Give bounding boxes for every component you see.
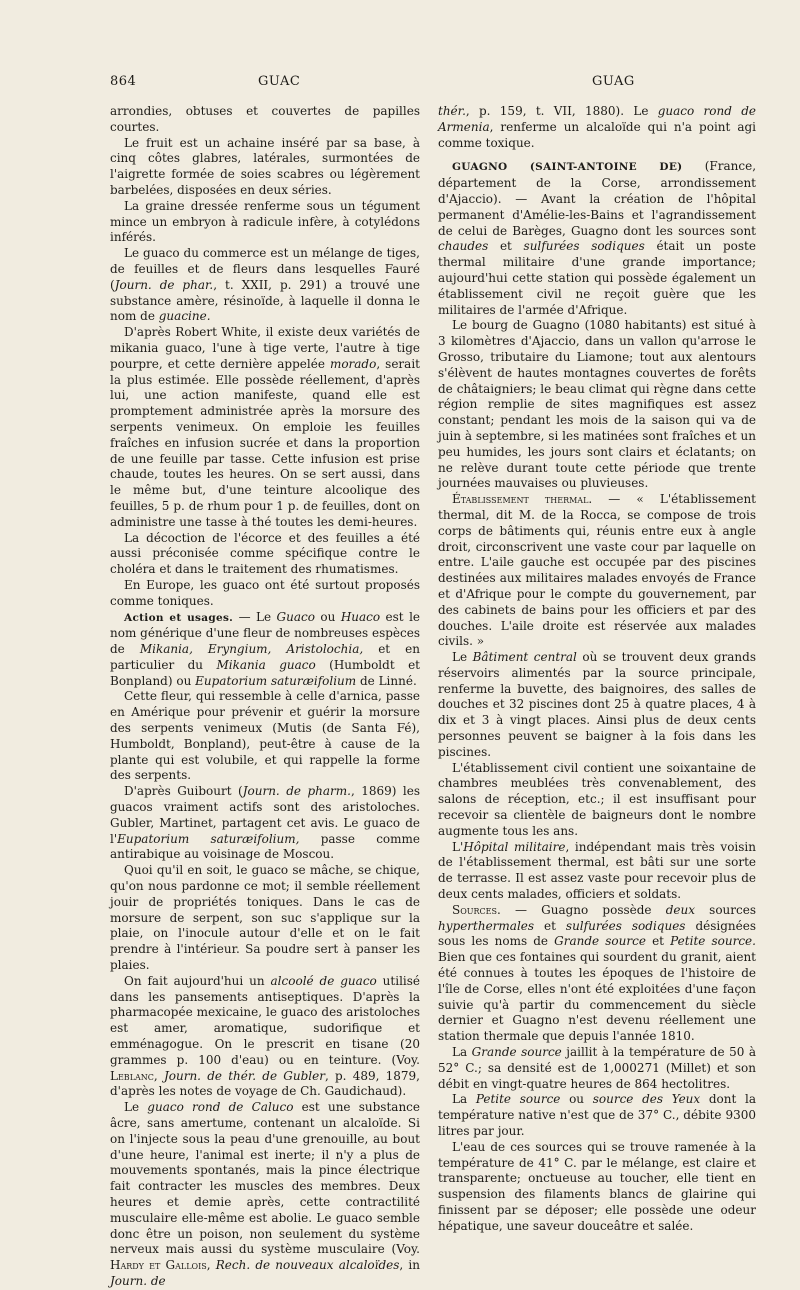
paragraph: D'après Guibourt (Journ. de pharm., 1869) les guacos vraiment actifs sont des aristoloches. Gubler, Martinet, partagent cet avis. Le guaco de l'Eupatorium saturæifolium, passe comme antirabique au voisinage de Moscou. bbox=[110, 784, 421, 862]
paragraph: Le bourg de Guagno (1080 habitants) est situé à 3 kilomètres d'Ajaccio, dans un vallon qu'arrose le Grosso, tributaire du Liamone; tout aux alentours s'élèvent de hautes montagnes couvertes de forêts de châtaigniers; le beau climat qui règne dans cette région remplie de sites magnifiques est assez constant; pendant les mois de la saison qui va de juin à septembre, si les matinées sont fraîches et un peu humides, les jours sont clairs et éclatants; on ne relève durant toute cette période que trente journées mauvaises ou pluvieuses. bbox=[438, 318, 756, 491]
section-heading: Établissement thermal. bbox=[452, 492, 593, 507]
right-column bbox=[438, 104, 756, 1235]
paragraph: En Europe, les guaco ont été surtout proposés comme toniques. bbox=[110, 577, 420, 608]
paragraph: Quoi qu'il en soit, le guaco se mâche, se chique, qu'on nous pardonne ce mot; il semble réellement jouir de propriétés toniques. Dans le cas de morsure de serpent, son suc s'applique sur la plaie, on l'inocule autour d'elle et on le fait prendre à l'intérieur. Sa poudre sert à panser les plaies. bbox=[110, 863, 420, 973]
section-heading: Sources. bbox=[452, 902, 501, 917]
paragraph: D'après Robert White, il existe deux variétés de mikania guaco, l'une à tige verte, l'autre à tige pourpre, et cette dernière appelée morado, serait la plus estimée. Elle possède réellement, d'après lui, une action manifeste, quand elle est promptement administrée après la morsure des serpents venimeux. On emploie les feuilles fraîches en infusion sucrée et dans la proportion de une feuille par tasse. Cette infusion est prise chaude, toutes les heures. On se sert aussi, dans le même but, d'une teinture alcoolique des feuilles, 5 p. de rhum pour 1 p. de feuilles, dont on administre une tasse à thé toutes les demi-heures. bbox=[110, 325, 420, 529]
paragraph: Le guaco du commerce est un mélange de tiges, de feuilles et de fleurs dans lesquelles Fauré (Journ. de phar., t. XXII, p. 291) a trouvé une substance amère, résinoïde, à laquelle il donna le nom de guacine. bbox=[110, 246, 420, 324]
section-paragraph-action-usages: Action et usages. — Le Guaco ou Huaco est le nom générique d'une fleur de nombreuses espèces de Mikania, Eryngium, Aristolochia, et en particulier du Mikania guaco (Humboldt et Bonpland) ou Eupatorium saturæifolium de Linné. bbox=[110, 609, 421, 688]
paragraph: La Petite source ou source des Yeux dont la température native n'est que de 37° C., débite 9300 litres par jour. bbox=[438, 1092, 757, 1138]
paragraph: Le fruit est un achaine inséré par sa base, à cinq côtes glabres, latérales, surmontées de l'aigrette formée de soies scabres ou légèrement barbelées, disposées en deux séries. bbox=[110, 135, 420, 197]
entry-heading: GUAGNO (SAINT-ANTOINE DE) bbox=[452, 161, 683, 174]
running-header bbox=[110, 74, 770, 94]
paragraph: Sources. — Guagno possède deux sources hyperthermales et sulfurées sodiques désignées sous les noms de Grande source et Petite source. Bien que ces fontaines qui sourdent du granit, aient été connues à toutes les époques de l'histoire de l'île de Corse, elles n'ont été exploitées d'une façon suivie qu'à partir du commencement du siècle dernier et Guagno n'est devenu réellement une station thermale que depuis l'année 1810. bbox=[438, 902, 756, 1044]
left-running-title: GUAC bbox=[258, 74, 301, 89]
paragraph: La graine dressée renferme sous un tégument mince un embryon à radicule infère, à cotylédons inférés. bbox=[110, 198, 420, 245]
paragraph: L'Hôpital militaire, indépendant mais très voisin de l'établissement thermal, est bâti sur une sorte de terrasse. Il est assez vaste pour recevoir plus de deux cents malades, officiers et soldats. bbox=[438, 839, 756, 902]
paragraph: L'eau de ces sources qui se trouve ramenée à la température de 41° C. par le mélange, est claire et transparente; onctueuse au toucher, elle tient en suspension des filaments blancs de glairine qui finissent par se déposer; elle possède une odeur hépatique, une saveur douceâtre et salée. bbox=[438, 1139, 756, 1233]
paragraph: Le Bâtiment central où se trouvent deux grands réservoirs alimentés par la source principale, renferme la buvette, des baignoires, des salles de douches et 32 piscines dont 25 à quatre places, 4 à dix et 3 à vingt places. Ainsi plus de deux cents personnes peuvent se baigner à la fois dans les piscines. bbox=[438, 650, 756, 759]
right-running-title: GUAG bbox=[592, 74, 635, 89]
paragraph: Cette fleur, qui ressemble à celle d'arnica, passe en Amérique pour prévenir et guérir la morsure des serpents venimeux (Mutis (de Santa Fé), Humboldt, Bonpland), peut-être à cause de la plante qui est volubile, et qui rappelle la forme des serpents. bbox=[110, 689, 420, 783]
paragraph: Le guaco rond de Caluco est une substance âcre, sans amertume, contenant un alcaloïde. Si on l'injecte sous la peau d'une grenouille, au bout d'une heure, l'animal est inerte; il n'y a plus de mouvements spontanés, mais la pince électrique fait contracter les muscles des membres. Deux heures et demie après, cette contractilité musculaire elle-même est abolie. Le guaco semble donc être un poison, non seulement du système nerveux mais aussi du système musculaire (Voy. Hardy et Gallois, Rech. de nouveaux alcaloïdes, in Journ. de bbox=[110, 1100, 420, 1288]
paragraph: Établissement thermal. — « L'établissement thermal, dit M. de la Rocca, se compose de trois corps de bâtiments qui, réunis entre eux à angle droit, circonscrivent une vaste cour par laquelle on entre. L'aile gauche est occupée par des piscines destinées aux militaires malades envoyés de France et d'Afrique pour le compte du gouvernement, par des cabinets de bains pour les officiers et par des douches. L'aile droite est réservée aux malades civils. » bbox=[438, 492, 757, 649]
paragraph: La décoction de l'écorce et des feuilles a été aussi préconisée comme spécifique contre le choléra et dans le traitement des rhumatismes. bbox=[110, 530, 420, 577]
paragraph: arrondies, obtuses et couvertes de papilles courtes. bbox=[110, 104, 420, 134]
page-number: 864 bbox=[110, 74, 137, 89]
section-heading: Action et usages. bbox=[124, 611, 234, 624]
paragraph: thér., p. 159, t. VII, 1880). Le guaco rond de Armenia, renferme un alcaloïde qui n'a point agi comme toxique. bbox=[438, 104, 756, 150]
entry-guagno: GUAGNO (SAINT-ANTOINE DE) (France, département de la Corse, arrondissement d'Ajaccio). — Avant la création de l'hôpital permanent d'Amélie-les-Bains et l'agrandissement de celui de Barèges, Guagno dont les sources sont chaudes et sulfurées sodiques était un poste thermal militaire d'une grande importance; aujourd'hui cette station qui possède également un établissement civil ne reçoit guère que les militaires de l'armée d'Afrique. bbox=[438, 159, 757, 317]
paragraph: On fait aujourd'hui un alcoolé de guaco utilisé dans les pansements antiseptiques. D'après la pharmacopée mexicaine, le guaco des aristoloches est amer, aromatique, sudorifique et emménagogue. On le prescrit en tisane (20 grammes p. 100 d'eau) ou en teinture. (Voy. Leblanc, Journ. de thér. de Gubler, p. 489, 1879, d'après les notes de voyage de Ch. Gaudichaud). bbox=[110, 973, 421, 1099]
left-column bbox=[110, 104, 420, 1290]
paragraph: L'établissement civil contient une soixantaine de chambres meublées très convenablement, des salons de réception, etc.; il est insuffisant pour recevoir sa clientèle de baigneurs dont le nombre augmente tous les ans. bbox=[438, 760, 756, 838]
paragraph: La Grande source jaillit à la température de 50 à 52° C.; sa densité est de 1,000271 (Millet) et son débit en vingt-quatre heures de 864 hectolitres. bbox=[438, 1045, 757, 1091]
